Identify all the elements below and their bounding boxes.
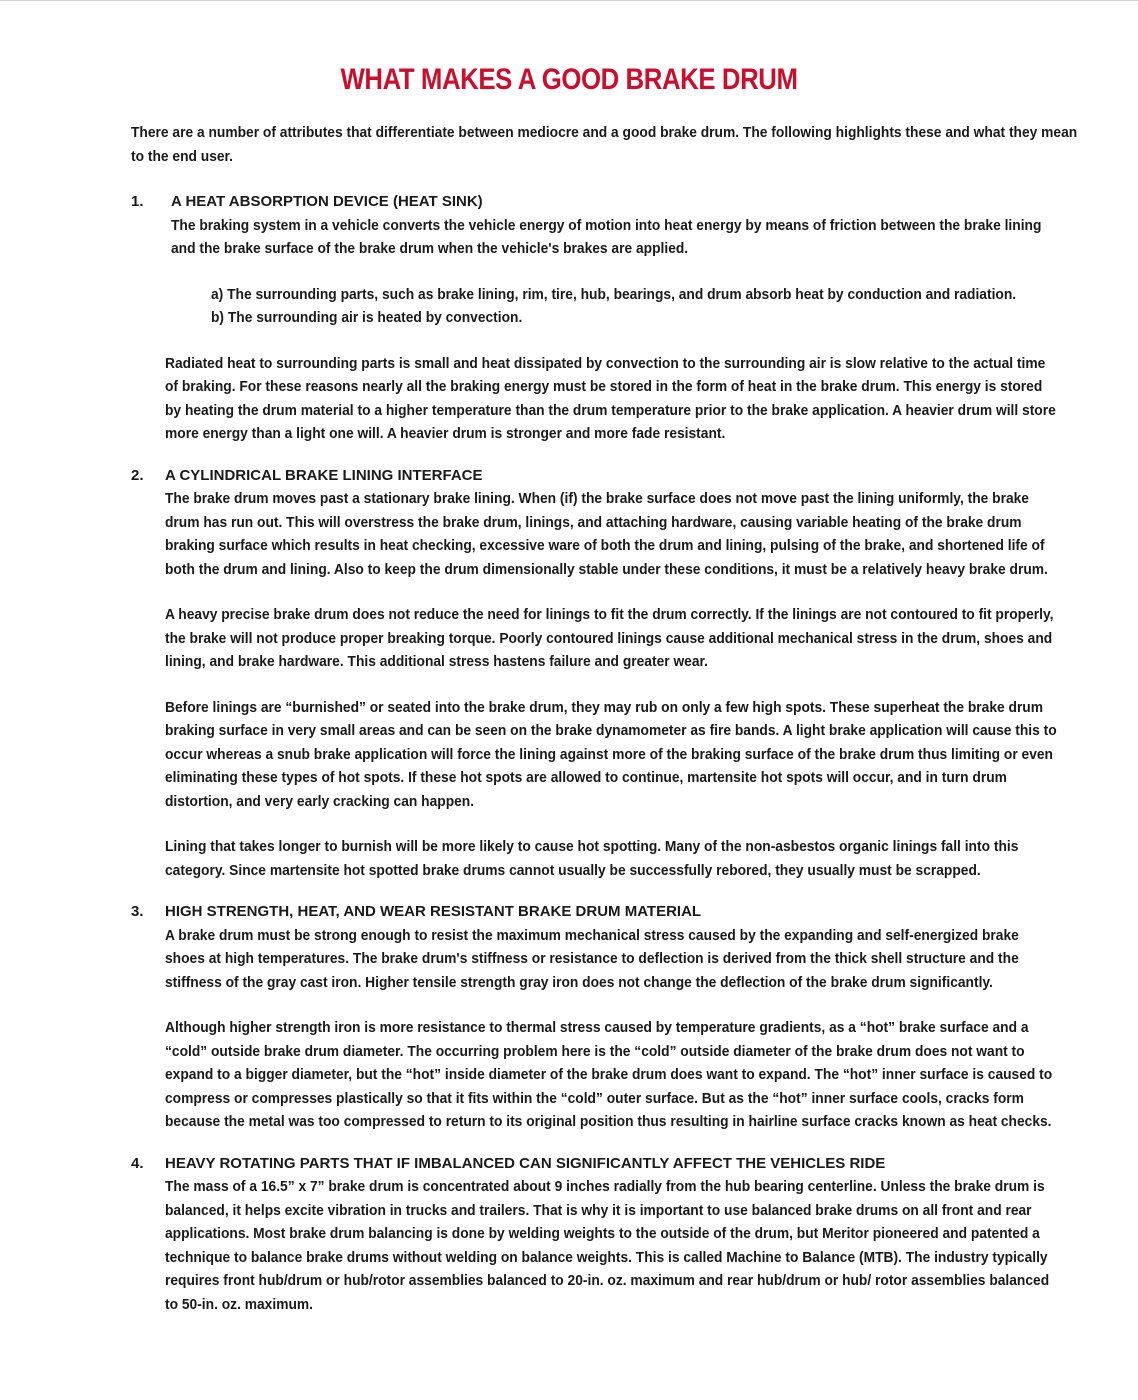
section-title: A HEAT ABSORPTION DEVICE (HEAT SINK) xyxy=(171,193,483,210)
section-body xyxy=(165,1175,1091,1316)
section-number: 2. xyxy=(131,466,144,484)
section-heading xyxy=(131,1152,1091,1176)
section-paragraph: The brake drum moves past a stationary brake lining. When (if) the brake surface does not move past the lining uniformly, the brake drum has run out. This will overstress the brake drum, linings, and attaching hardware, causing variable heating of the brake drum braking surface which results in heat checking, excessive ware of both the drum and lining, pulsing of the brake, and shortened life of both the drum and lining. Also to keep the drum dimensionally stable under these conditions, it must be a relatively heavy brake drum. xyxy=(165,490,1048,578)
list-item: b) The surrounding air is heated by convection. xyxy=(211,309,523,326)
section-body xyxy=(165,924,1091,1134)
section-heading xyxy=(131,190,1091,214)
page-title: WHAT MAKES A GOOD BRAKE DRUM xyxy=(340,63,798,96)
section-body xyxy=(165,487,1091,882)
section-heading xyxy=(131,900,1091,924)
section-3 xyxy=(131,900,1091,1134)
section-number: 4. xyxy=(131,1154,144,1172)
section-paragraph: Although higher strength iron is more resistance to thermal stress caused by temperature gradients, as a “hot” brake surface and a “cold” outside brake drum diameter. The occurring problem here is the “cold” outside diameter of the brake drum does not want to expand to a bigger diameter, but the “hot” inside diameter of the brake drum does want to expand. The “hot” inner surface is caused to compress or compresses plastically so that it fits within the “cold” outer surface. But as the “hot” inner surface cools, cracks form because the metal was too compressed to return to its original position thus resulting in hairline surface cracks known as heat checks. xyxy=(165,1019,1053,1130)
section-paragraph: Before linings are “burnished” or seated into the brake drum, they may rub on only a few high spots. These superheat the brake drum braking surface in very small areas and can be seen on the brake dynamometer as fire bands. A light brake application will cause this to occur whereas a snub brake application will force the lining against more of the braking surface of the brake drum thus limiting or even eliminating these types of hot spots. If these hot spots are allowed to continue, martensite hot spots will occur, and in turn drum distortion, and very early cracking can happen. xyxy=(165,698,1057,810)
document-body xyxy=(131,121,1091,1334)
section-paragraph: A heavy precise brake drum does not reduce the need for linings to fit the drum correctly. If the linings are not contoured to fit properly, the brake will not produce proper breaking torque. Poorly contoured linings cause additional mechanical stress in the drum, shoes and lining, and brake hardware. This additional stress hastens failure and greater wear. xyxy=(165,606,1054,670)
section-paragraph: Lining that takes longer to burnish will be more likely to cause hot spotting. Many of the non-asbestos organic linings fall into this category. Since martensite hot spotted brake drums cannot usually be successfully rebored, they usually must be scrapped. xyxy=(165,838,1019,879)
section-title: A CYLINDRICAL BRAKE LINING INTERFACE xyxy=(165,466,483,484)
intro-paragraph: There are a number of attributes that differentiate between mediocre and a good brake drum. The following highlights these and what they mean to the end user. xyxy=(131,124,1078,165)
attribute-list xyxy=(211,283,1091,330)
section-number: 1. xyxy=(131,193,144,210)
section-paragraph: Radiated heat to surrounding parts is small and heat dissipated by convection to the surrounding air is slow relative to the actual time of braking. For these reasons nearly all the braking energy must be stored in the form of heat in the brake drum. This energy is stored by heating the drum material to a higher temperature than the drum temperature prior to the brake application. A heavier drum will store more energy than a light one will. A heavier drum is stronger and more fade resistant. xyxy=(165,354,1056,442)
section-paragraph: The braking system in a vehicle converts the vehicle energy of motion into heat energy by means of friction between the brake lining and the brake surface of the brake drum when the vehicle's brakes are applied. xyxy=(171,216,1042,257)
section-heading xyxy=(131,464,1091,488)
section-body xyxy=(165,352,1091,446)
section-2 xyxy=(131,464,1091,883)
section-body xyxy=(171,214,1091,261)
section-title: HEAVY ROTATING PARTS THAT IF IMBALANCED CAN SIGNIFICANTLY AFFECT THE VEHICLES RIDE xyxy=(165,1154,886,1172)
section-1 xyxy=(131,190,1091,446)
section-title: HIGH STRENGTH, HEAT, AND WEAR RESISTANT BRAKE DRUM MATERIAL xyxy=(165,903,702,920)
section-paragraph: The mass of a 16.5” x 7” brake drum is concentrated about 9 inches radially from the hub bearing centerline. Unless the brake drum is balanced, it helps excite vibration in trucks and trailers. That is why it is important to use balanced brake drums on all front and rear applications. Most brake drum balancing is done by welding weights to the outside of the drum, but Meritor pioneered and patented a technique to balance brake drums without welding on balance weights. This is called Machine to Balance (MTB). The industry typically requires front hub/drum or hub/rotor assemblies balanced to 20-in. oz. maximum and rear hub/drum or hub/ rotor assemblies balanced to 50-in. oz. maximum. xyxy=(165,1178,1050,1313)
section-number: 3. xyxy=(131,903,144,920)
section-4 xyxy=(131,1152,1091,1317)
list-item: a) The surrounding parts, such as brake lining, rim, tire, hub, bearings, and drum absorb heat by conduction and radiation. xyxy=(211,285,1017,303)
section-paragraph: A brake drum must be strong enough to resist the maximum mechanical stress caused by the expanding and self-energized brake shoes at high temperatures. The brake drum's stiffness or resistance to deflection is derived from the thick shell structure and the stiffness of the gray cast iron. Higher tensile strength gray iron does not change the deflection of the brake drum significantly. xyxy=(165,926,1019,991)
